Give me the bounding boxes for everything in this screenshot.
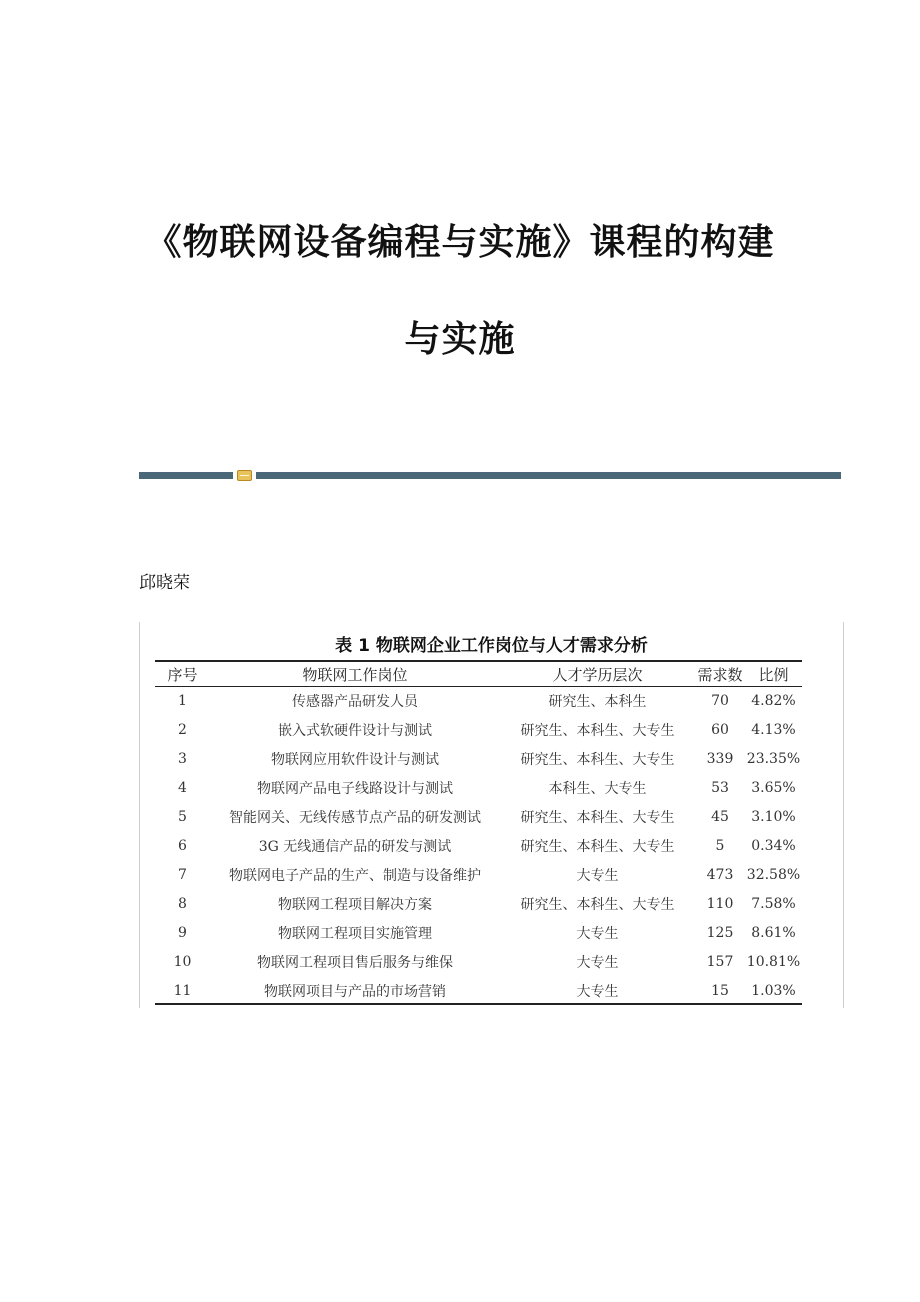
cell-index: 10 [173, 953, 192, 970]
cell-education: 大专生 [576, 954, 619, 971]
header-education: 人才学历层次 [552, 665, 643, 684]
cell-demand: 45 [711, 808, 729, 825]
table-row [155, 976, 802, 1005]
cell-index: 5 [178, 808, 187, 825]
divider-bar-left [139, 472, 233, 479]
table-row [155, 802, 802, 831]
cell-demand: 473 [706, 866, 734, 883]
cell-index: 7 [178, 866, 187, 883]
cell-position: 物联网工程项目实施管理 [278, 925, 432, 942]
cell-index: 8 [178, 895, 187, 912]
table-row [155, 744, 802, 773]
cell-ratio: 1.03% [751, 982, 796, 999]
divider-emblem-icon [237, 470, 252, 481]
cell-education: 大专生 [576, 925, 619, 942]
author-name: 邱晓荣 [139, 573, 190, 593]
cell-position: 物联网项目与产品的市场营销 [264, 983, 446, 1000]
header-ratio: 比例 [758, 665, 789, 684]
cell-ratio: 3.10% [751, 808, 796, 825]
cell-ratio: 4.82% [751, 692, 796, 709]
cell-demand: 15 [711, 982, 729, 999]
cell-demand: 125 [706, 924, 734, 941]
table-row [155, 918, 802, 947]
header-index: 序号 [167, 665, 198, 684]
cell-index: 1 [178, 692, 187, 709]
table-row [155, 773, 802, 802]
cell-demand: 70 [711, 692, 729, 709]
table-row [155, 947, 802, 976]
cell-demand: 339 [706, 750, 734, 767]
cell-index: 4 [178, 779, 187, 796]
table-figure [139, 622, 844, 1008]
cell-position: 物联网产品电子线路设计与测试 [257, 780, 453, 797]
table-body [155, 686, 802, 1005]
cell-demand: 53 [711, 779, 729, 796]
cell-index: 9 [178, 924, 187, 941]
cell-index: 3 [178, 750, 187, 767]
cell-education: 研究生、本科生、大专生 [520, 722, 675, 739]
cell-position: 传感器产品研发人员 [292, 693, 418, 710]
table-row [155, 715, 802, 744]
cell-demand: 157 [706, 953, 734, 970]
cell-position: 物联网电子产品的生产、制造与设备维护 [229, 867, 481, 884]
cell-education: 研究生、本科生、大专生 [520, 809, 675, 826]
cell-ratio: 0.34% [751, 837, 796, 854]
cell-demand: 5 [715, 837, 725, 854]
cell-ratio: 32.58% [746, 866, 801, 883]
cell-ratio: 7.58% [751, 895, 796, 912]
cell-ratio: 8.61% [751, 924, 796, 941]
cell-education: 大专生 [576, 983, 619, 1000]
table-row [155, 860, 802, 889]
table-row [155, 686, 802, 715]
cell-ratio: 10.81% [746, 953, 801, 970]
cell-demand: 110 [706, 895, 734, 912]
cell-position: 物联网工程项目售后服务与维保 [257, 954, 453, 971]
demand-table [155, 662, 802, 1005]
cell-position: 嵌入式软硬件设计与测试 [278, 722, 432, 739]
title-line-2: 与实施 [404, 318, 516, 360]
table-row [155, 831, 802, 860]
cell-ratio: 23.35% [746, 750, 801, 767]
cell-index: 2 [178, 721, 187, 738]
cell-index: 6 [178, 837, 187, 854]
cell-education: 研究生、本科生、大专生 [520, 751, 675, 768]
cell-education: 本科生、大专生 [548, 780, 647, 797]
table-caption: 表 1 物联网企业工作岗位与人才需求分析 [335, 636, 648, 656]
header-position: 物联网工作岗位 [302, 665, 408, 684]
cell-position: 物联网应用软件设计与测试 [271, 751, 439, 768]
cell-ratio: 4.13% [751, 721, 796, 738]
cell-education: 研究生、本科生、大专生 [520, 896, 675, 913]
cell-index: 11 [173, 982, 192, 999]
cell-education: 大专生 [576, 867, 619, 884]
title-line-1: 《物联网设备编程与实施》课程的构建 [145, 221, 775, 263]
cell-education: 研究生、本科生 [548, 693, 647, 710]
section-divider [139, 470, 841, 482]
cell-position: 3G 无线通信产品的研发与测试 [258, 838, 452, 855]
cell-demand: 60 [711, 721, 729, 738]
table-header-row [155, 662, 802, 686]
table-row [155, 889, 802, 918]
cell-ratio: 3.65% [751, 779, 796, 796]
divider-bar-right [256, 472, 841, 479]
cell-position: 智能网关、无线传感节点产品的研发测试 [229, 809, 481, 826]
header-demand: 需求数 [697, 665, 743, 684]
cell-education: 研究生、本科生、大专生 [520, 838, 675, 855]
cell-position: 物联网工程项目解决方案 [278, 896, 432, 913]
